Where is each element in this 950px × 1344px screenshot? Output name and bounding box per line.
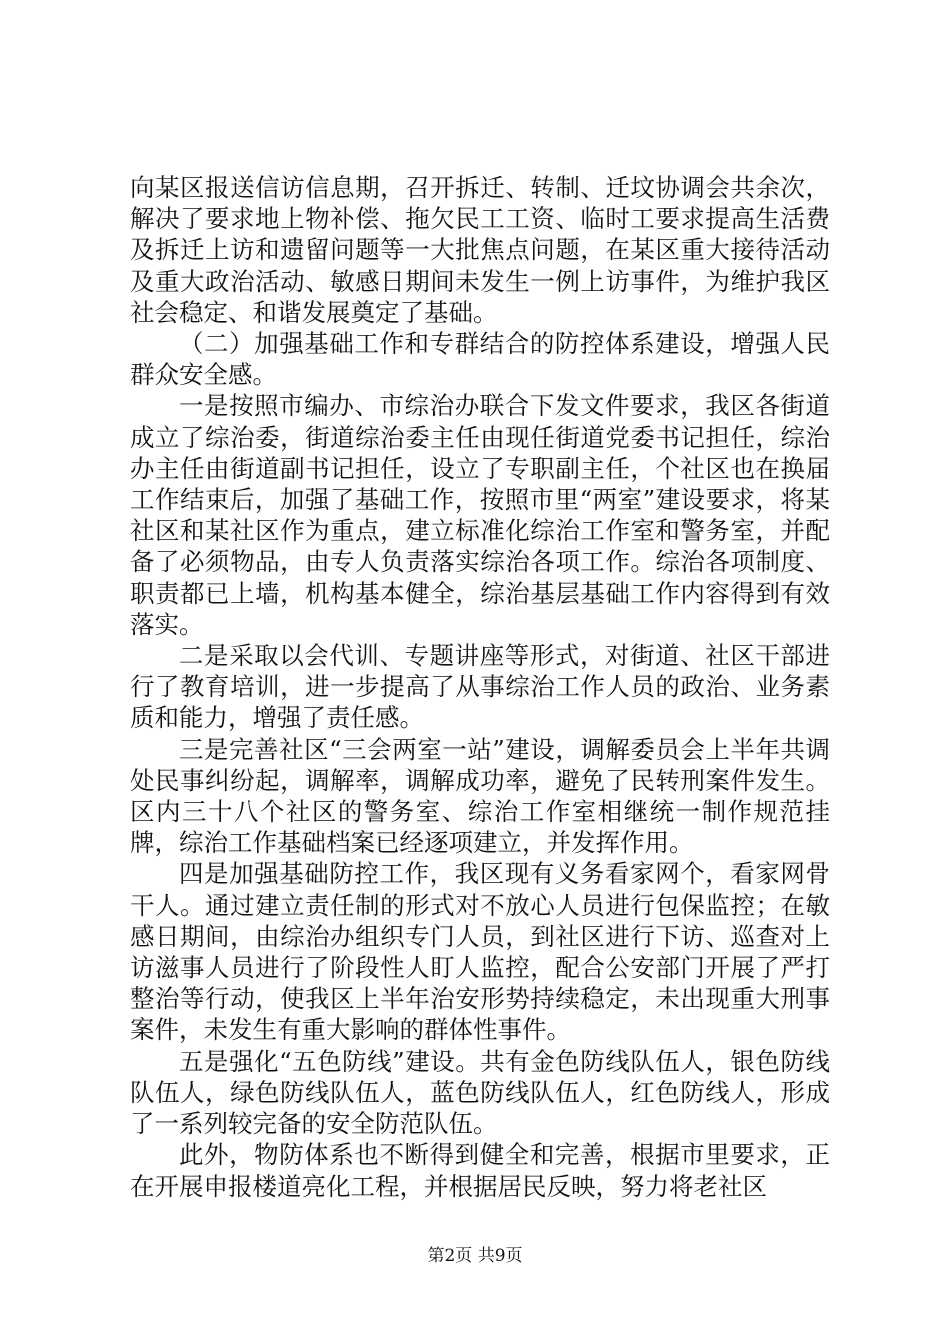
- paragraph-continued: 向某区报送信访信息期，召开拆迁、转制、迁坟协调会共余次，解决了要求地上物补偿、拖欠民工工资、临时工要求提高生活费及拆迁上访和遗留问题等一大批焦点问题，在某区重大接待活动及重大政治活动、敏感日期间未发生一例上访事件，为维护我区社会稳定、和谐发展奠定了基础。: [130, 173, 830, 327]
- section-heading-2: （二）加强基础工作和专群结合的防控体系建设，增强人民群众安全感。: [130, 329, 830, 390]
- paragraph-item-3: 三是完善社区“三会两室一站”建设，调解委员会上半年共调处民事纠纷起，调解率，调解成功率，避免了民转刑案件发生。区内三十八个社区的警务室、综治工作室相继统一制作规范挂牌，综治工作基础档案已经逐项建立，并发挥作用。: [130, 734, 830, 858]
- paragraph-additional: 此外，物防体系也不断得到健全和完善，根据市里要求，正在开展申报楼道亮化工程，并根据居民反映，努力将老社区: [130, 1140, 830, 1201]
- paragraph-item-5: 五是强化“五色防线”建设。共有金色防线队伍人，银色防线队伍人，绿色防线队伍人，蓝色防线队伍人，红色防线人，形成了一系列较完备的安全防范队伍。: [130, 1046, 830, 1139]
- paragraph-item-1: 一是按照市编办、市综治办联合下发文件要求，我区各街道成立了综治委，街道综治委主任由现任街道党委书记担任，综治办主任由街道副书记担任，设立了专职副主任，个社区也在换届工作结束后，加强了基础工作，按照市里“两室”建设要求，将某社区和某社区作为重点，建立标准化综治工作室和警务室，并配备了必须物品，由专人负责落实综治各项工作。综治各项制度、职责都已上墙，机构基本健全，综治基层基础工作内容得到有效落实。: [130, 391, 830, 639]
- paragraph-item-4: 四是加强基础防控工作，我区现有义务看家网个，看家网骨干人。通过建立责任制的形式对不放心人员进行包保监控；在敏感日期间，由综治办组织专门人员，到社区进行下访、巡查对上访滋事人员进行了阶段性人盯人监控，配合公安部门开展了严打整治等行动，使我区上半年治安形势持续稳定，未出现重大刑事案件，未发生有重大影响的群体性事件。: [130, 859, 830, 1045]
- page-footer: [0, 1245, 950, 1267]
- page-number-label: 第2页 共9页: [427, 1246, 523, 1266]
- document-body: [130, 172, 830, 1202]
- paragraph-item-2: 二是采取以会代训、专题讲座等形式，对街道、社区干部进行了教育培训，进一步提高了从事综治工作人员的政治、业务素质和能力，增强了责任感。: [130, 641, 830, 733]
